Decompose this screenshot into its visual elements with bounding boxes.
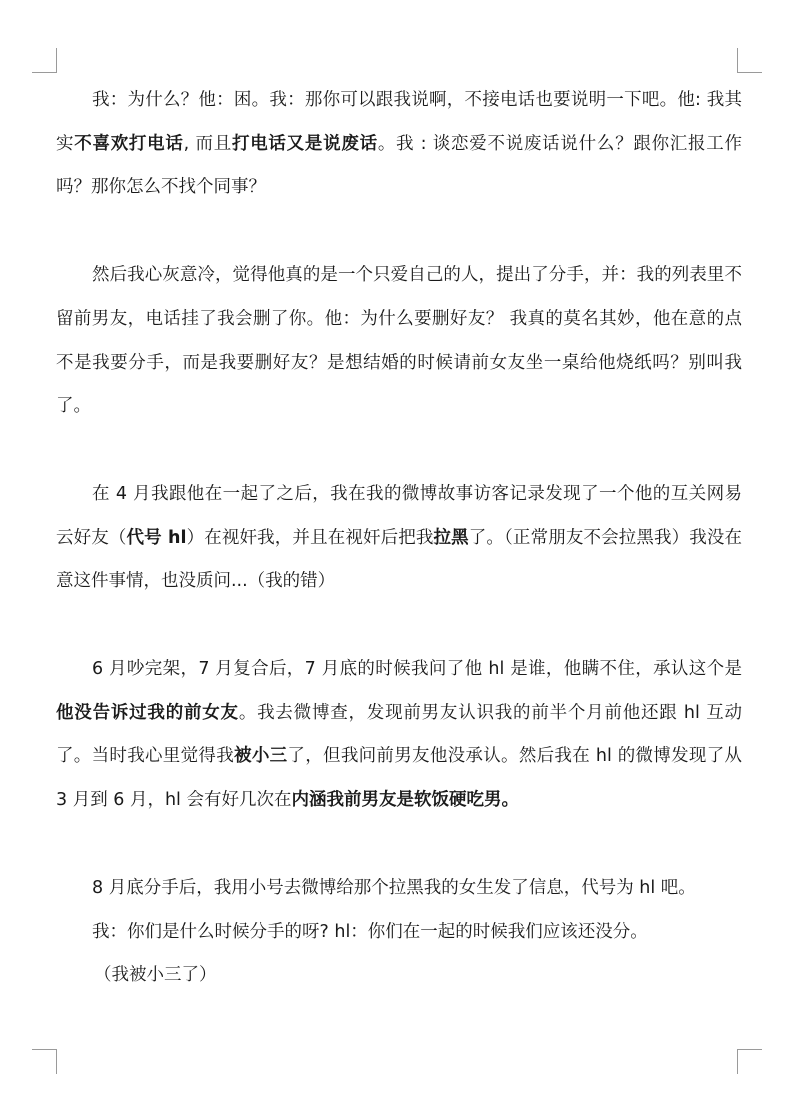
paragraph-dialogue bbox=[56, 911, 742, 955]
text-segment: ）在视奸我，并且在视奸后把我 bbox=[186, 527, 434, 548]
bold-segment: 不喜欢打电话 bbox=[74, 133, 184, 154]
paragraph-april bbox=[56, 473, 742, 604]
paragraph-june-july bbox=[56, 648, 742, 823]
text-segment: 了，但我问前男友他没承认。然后我在 hl 的微博发现了从 3 月到 6 月，hl 会有好几次在 bbox=[56, 746, 743, 811]
text-segment: 了。（正常朋友不会拉黑我）我没在意这件事情，也没质问...（我的错） bbox=[56, 527, 743, 592]
bold-segment: 他没告诉过我的前女友 bbox=[56, 702, 239, 723]
bold-segment: 拉黑 bbox=[433, 527, 469, 548]
text-segment: 6 月吵完架，7 月复合后，7 月底的时候我问了他 hl 是谁，他瞒不住，承认这个是 bbox=[92, 659, 742, 680]
text-segment: 我：你们是什么时候分手的呀? hl：你们在一起的时候我们应该还没分。 bbox=[92, 921, 648, 942]
text-segment: 我：为什么？他：困。我：那你可以跟我说啊，不接电话也要说明一下吧。他: 我其实 bbox=[56, 90, 742, 154]
paragraph-breakup bbox=[56, 254, 742, 429]
paragraph-gap bbox=[56, 210, 742, 254]
text-segment: 。我 : 谈恋爱不说废话说什么？跟你汇报工作吗？那你怎么不找个同事？ bbox=[56, 133, 742, 198]
paragraph-phone-call bbox=[56, 79, 742, 210]
text-segment: , 而且 bbox=[183, 133, 232, 154]
crop-mark-bottom-right bbox=[737, 1049, 762, 1074]
paragraph-gap bbox=[56, 604, 742, 648]
bold-segment: 代号 hl bbox=[126, 527, 187, 548]
bold-segment: 打电话又是说废话 bbox=[231, 133, 378, 154]
text-segment: 然后我心灰意冷，觉得他真的是一个只爱自己的人，提出了分手，并：我的列表里不留前男友，电话挂了我会删了你。他：为什么要删好友？ 我真的莫名其妙，他在意的点不是我要分手，而是我要删好友？是想结婚的时候请前女友坐一桌给他烧纸吗？别叫我了。 bbox=[56, 265, 742, 417]
text-segment: （我被小三了） bbox=[94, 965, 217, 986]
text-segment: 。我去微博查，发现前男友认识我的前半个月前他还跟 hl 互动了。当时我心里觉得我 bbox=[56, 702, 743, 767]
crop-mark-top-right bbox=[737, 48, 762, 73]
paragraph-august bbox=[56, 867, 742, 911]
paragraph-gap bbox=[56, 429, 742, 473]
crop-mark-bottom-left bbox=[32, 1049, 57, 1074]
text-segment: 8 月底分手后，我用小号去微博给那个拉黑我的女生发了信息，代号为 hl 吧。 bbox=[92, 877, 696, 898]
paragraph-note bbox=[56, 954, 742, 998]
paragraph-gap bbox=[56, 823, 742, 867]
document-body bbox=[56, 79, 742, 998]
bold-segment: 被小三 bbox=[234, 746, 288, 767]
text-segment: 在 4 月我跟他在一起了之后，我在我的微博故事访客记录发现了一个他的互关网易云好友（ bbox=[56, 483, 742, 548]
bold-segment: 内涵我前男友是软饭硬吃男。 bbox=[291, 790, 519, 811]
crop-mark-top-left bbox=[32, 48, 57, 73]
